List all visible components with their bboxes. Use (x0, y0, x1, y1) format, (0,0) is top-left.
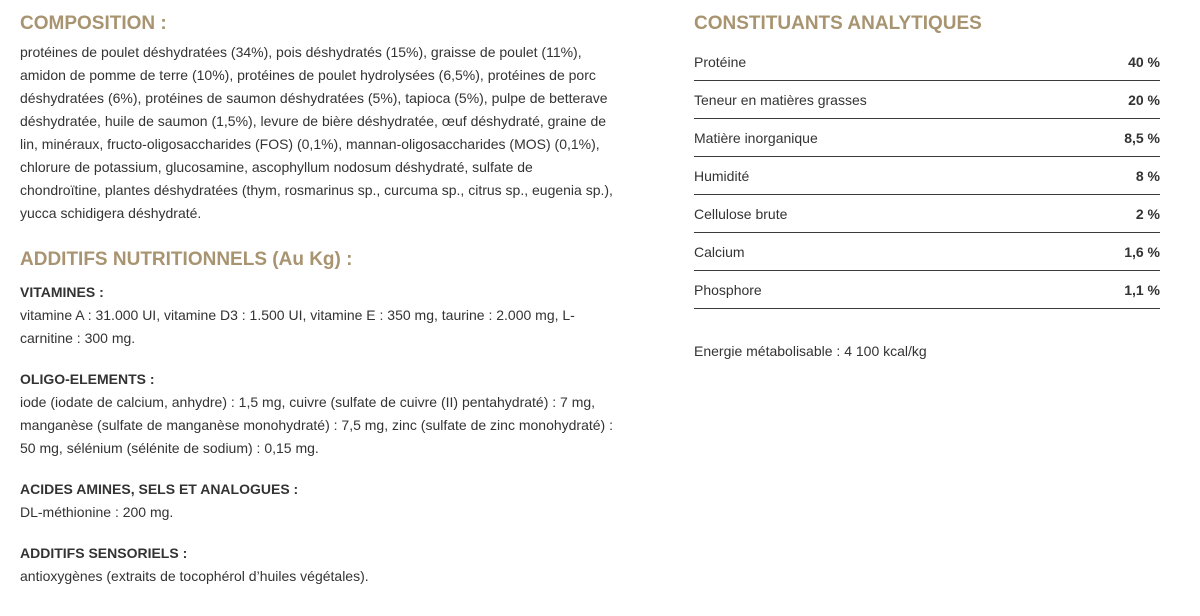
row-value: 1,1 % (1080, 271, 1160, 309)
oligo-line: iode (iodate de calcium, anhydre) : 1,5 mg, cuivre (sulfate de cuivre (II) pentahydraté) : 7 mg, (20, 394, 596, 410)
composition-line: protéines de poulet déshydratées (34%), pois déshydratés (15%), graisse de poulet (11%), (20, 44, 582, 60)
vitamines-block (20, 283, 680, 350)
additifs-title: ADDITIFS NUTRITIONNELS (Au Kg) : (20, 249, 353, 270)
row-label: Phosphore (694, 271, 1080, 309)
row-label: Calcium (694, 233, 1080, 271)
table-row (694, 119, 1160, 157)
acides-block (20, 480, 680, 524)
acides-line: DL-méthionine : 200 mg. (20, 504, 174, 520)
row-value: 40 % (1080, 43, 1160, 81)
oligo-line: 50 mg, sélénium (sélénite de sodium) : 0,15 mg. (20, 440, 319, 456)
composition-text (20, 41, 680, 225)
table-row (694, 81, 1160, 119)
oligo-line: manganèse (sulfate de manganèse monohydraté) : 7,5 mg, zinc (sulfate de zinc monohydraté) : (20, 417, 613, 433)
composition-line: lin, minéraux, fructo-oligosaccharides (FOS) (0,1%), mannan-oligosaccharides (MOS) (0,1%), (20, 136, 600, 152)
right-column (694, 12, 1160, 363)
sensoriels-heading: ADDITIFS SENSORIELS : (20, 545, 188, 561)
row-label: Teneur en matières grasses (694, 81, 1080, 119)
vitamines-line: carnitine : 300 mg. (20, 330, 136, 346)
acides-heading: ACIDES AMINES, SELS ET ANALOGUES : (20, 481, 299, 497)
table-row (694, 157, 1160, 195)
sensoriels-block (20, 544, 680, 588)
row-value: 2 % (1080, 195, 1160, 233)
constituants-table (694, 43, 1160, 309)
table-row (694, 271, 1160, 309)
constituants-title: CONSTITUANTS ANALYTIQUES (694, 13, 982, 34)
row-label: Protéine (694, 43, 1080, 81)
table-row (694, 233, 1160, 271)
sensoriels-text (20, 565, 680, 588)
oligo-text (20, 391, 680, 460)
sensoriels-line: antioxygènes (extraits de tocophérol d’huiles végétales). (20, 568, 369, 584)
composition-line: déshydratée, huile de saumon (1,5%), levure de bière déshydratée, œuf déshydraté, graine de (20, 113, 607, 129)
composition-line: yucca schidigera déshydraté. (20, 205, 202, 221)
oligo-block (20, 370, 680, 460)
composition-title: COMPOSITION : (20, 13, 167, 34)
row-label: Matière inorganique (694, 119, 1080, 157)
vitamines-line: vitamine A : 31.000 UI, vitamine D3 : 1.500 UI, vitamine E : 350 mg, taurine : 2.000 mg, L- (20, 307, 575, 323)
energy-text: Energie métabolisable : 4 100 kcal/kg (694, 343, 927, 359)
vitamines-heading: VITAMINES : (20, 284, 104, 300)
row-value: 8 % (1080, 157, 1160, 195)
row-label: Cellulose brute (694, 195, 1080, 233)
left-column (20, 12, 680, 588)
vitamines-text (20, 304, 680, 350)
row-value: 20 % (1080, 81, 1160, 119)
acides-text (20, 501, 680, 524)
composition-line: chondroïtine, plantes déshydratées (thym, rosmarinus sp., curcuma sp., citrus sp., eugenia sp.), (20, 182, 613, 198)
row-value: 8,5 % (1080, 119, 1160, 157)
row-value: 1,6 % (1080, 233, 1160, 271)
composition-line: déshydratées (6%), protéines de saumon déshydratées (5%), tapioca (5%), pulpe de betterave (20, 90, 608, 106)
composition-line: chlorure de potassium, glucosamine, ascophyllum nodosum déshydraté, sulfate de (20, 159, 533, 175)
row-label: Humidité (694, 157, 1080, 195)
oligo-heading: OLIGO-ELEMENTS : (20, 371, 155, 387)
table-row (694, 195, 1160, 233)
table-row (694, 43, 1160, 81)
composition-line: amidon de pomme de terre (10%), protéines de poulet hydrolysées (6,5%), protéines de porc (20, 67, 596, 83)
